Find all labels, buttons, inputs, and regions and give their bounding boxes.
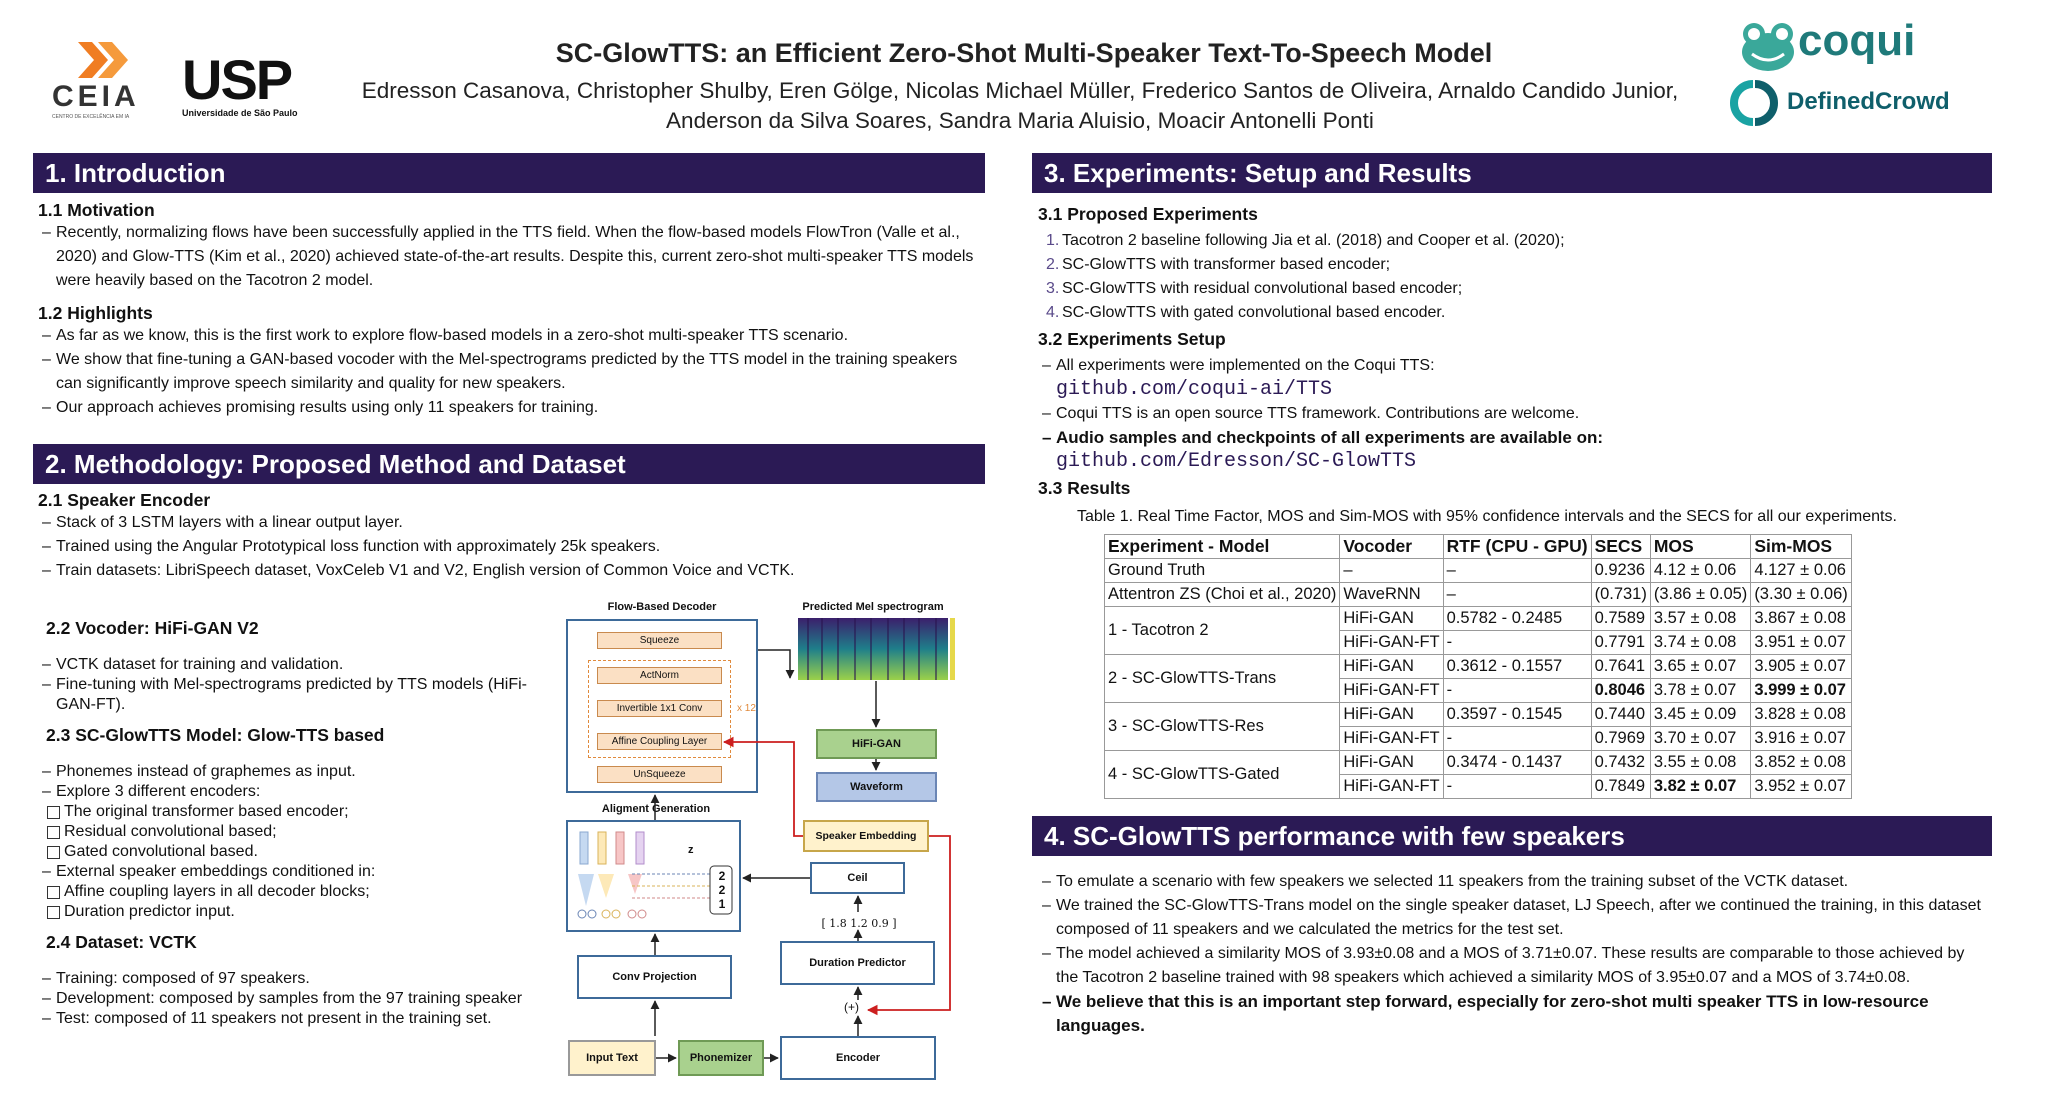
few-bullet: – We trained the SC-GlowTTS-Trans model on the single speaker dataset, LJ Speech, after we continued the training, in this dataset composed of 11 speakers and we calculated the metrics for the test set. (1038, 894, 1988, 942)
logo-ceia: CEIA CENTRO DE EXCELÊNCIA EM IA (50, 40, 170, 120)
logo-coqui: coqui (1740, 20, 1950, 75)
vocoder-title: 2.2 Vocoder: HiFi-GAN V2 (46, 618, 259, 638)
actnorm-layer: ActNorm (597, 667, 722, 684)
duration-values: [ 1.8 1.2 0.9 ] (821, 917, 897, 930)
speaker-encoder-title: 2.1 Speaker Encoder (38, 490, 211, 510)
highlights-title: 1.2 Highlights (38, 303, 153, 323)
few-bullet-bold: – We believe that this is an important step forward, especially for zero-shot multi speaker TTS in low-resource languages. (1038, 990, 1988, 1038)
section-experiments (1038, 204, 1988, 499)
model-bullet: – External speaker embeddings conditioned in: (38, 862, 558, 882)
invertible-conv-layer: Invertible 1x1 Conv (597, 700, 722, 717)
repeat-count: x 12 (737, 703, 756, 714)
latent-z: z (688, 844, 694, 856)
table-header: Sim-MOS (1751, 535, 1851, 559)
encoder-bullet: – Stack of 3 LSTM layers with a linear output layer. (38, 511, 983, 535)
table-row: HiFi-GAN-FT - 0.8046 3.78 ± 0.07 3.999 ± 0.07 (1105, 679, 1852, 703)
logo-usp: USP Universidade de São Paulo (182, 48, 298, 118)
duration-predictor-box: Duration Predictor (780, 941, 935, 985)
section-experiments-header: 3. Experiments: Setup and Results (1032, 153, 1992, 193)
condition-option: Duration predictor input. (38, 902, 558, 922)
model-bullet: – Explore 3 different encoders: (38, 782, 558, 802)
sc-glowtts-link[interactable]: github.com/Edresson/SC-GlowTTS (1056, 450, 1417, 473)
dataset-bullet: – Training: composed of 97 speakers. (38, 969, 558, 989)
experiment-item: 3. SC-GlowTTS with residual convolutional based encoder; (1046, 280, 1463, 297)
table-header: SECS (1591, 535, 1650, 559)
table-row: 2 - SC-GlowTTS-Trans HiFi-GAN 0.3612 - 0.1557 0.7641 3.65 ± 0.07 3.905 ± 0.07 (1105, 655, 1852, 679)
motivation-title: 1.1 Motivation (38, 200, 155, 220)
motivation-bullet: – Recently, normalizing flows have been successfully applied in the TTS field. When the flow-based models FlowTron (Valle et al., 2020) and Glow-TTS (Kim et al., 2020) achieved state-of-the-art results. Despite this, current zero-shot multi-speaker TTS models were heavily based on the Tacotron 2 model. (38, 221, 983, 293)
table-row: 3 - SC-GlowTTS-Res HiFi-GAN 0.3597 - 0.1545 0.7440 3.45 ± 0.09 3.828 ± 0.08 (1105, 703, 1852, 727)
experiment-item: 4. SC-GlowTTS with gated convolutional based encoder. (1046, 304, 1446, 321)
section-few-speakers-header: 4. SC-GlowTTS performance with few speakers (1032, 816, 1992, 856)
dataset-bullet: – Test: composed of 11 speakers not present in the training set. (38, 1009, 558, 1029)
highlight-bullet: – We show that fine-tuning a GAN-based vocoder with the Mel-spectrograms predicted by the TTS model in the training speakers can significantly improve speech similarity and quality for new speakers. (38, 348, 983, 396)
highlight-bullet: – Our approach achieves promising results using only 11 speakers for training. (38, 396, 983, 420)
results-table (1104, 534, 1852, 799)
model-bullet: – Phonemes instead of graphemes as input. (38, 762, 558, 782)
coqui-tts-link[interactable]: github.com/coqui-ai/TTS (1056, 378, 1333, 401)
table-caption: Table 1. Real Time Factor, MOS and Sim-MOS with 95% confidence intervals and the SECS for all our experiments. (1077, 508, 1897, 525)
section-methodology-header: 2. Methodology: Proposed Method and Dataset (33, 444, 985, 484)
encoder-option: Gated convolutional based. (38, 842, 558, 862)
conv-projection-box: Conv Projection (577, 955, 732, 999)
setup-bullet: – Coqui TTS is an open source TTS framework. Contributions are welcome. (1038, 402, 1988, 426)
encoder-option: Residual convolutional based; (38, 822, 558, 842)
speaker-embedding-box: Speaker Embedding (803, 820, 929, 852)
input-text-box: Input Text (568, 1040, 656, 1076)
vocoder-bullet: – VCTK dataset for training and validation. (38, 655, 558, 675)
table-row: 1 - Tacotron 2 HiFi-GAN 0.5782 - 0.2485 0.7589 3.57 ± 0.08 3.867 ± 0.08 (1105, 607, 1852, 631)
authors: Edresson Casanova, Christopher Shulby, Eren Gölge, Nicolas Michael Müller, Frederico Santos de Oliveira, Arnaldo Candido Junior, Anderson da Silva Soares, Sandra Maria Aluisio, Moacir Antonelli Ponti (361, 78, 1679, 133)
few-bullet: – To emulate a scenario with few speakers we selected 11 speakers from the training subset of the VCTK dataset. (1038, 870, 1988, 894)
poster-title: SC-GlowTTS: an Efficient Zero-Shot Multi-Speaker Text-To-Speech Model (555, 38, 1493, 68)
dataset-bullet: – Development: composed by samples from the 97 training speaker (38, 989, 558, 1009)
table-row: Ground Truth – – 0.9236 4.12 ± 0.06 4.127 ± 0.06 (1105, 559, 1852, 583)
model-title: 2.3 SC-GlowTTS Model: Glow-TTS based (46, 725, 385, 745)
table-row: Attentron ZS (Choi et al., 2020) WaveRNN – (0.731) (3.86 ± 0.05) (3.30 ± 0.06) (1105, 583, 1852, 607)
waveform-box: Waveform (816, 772, 937, 802)
table-header: RTF (CPU - GPU) (1443, 535, 1591, 559)
condition-option: Affine coupling layers in all decoder blocks; (38, 882, 558, 902)
results-title: 3.3 Results (1038, 478, 1131, 498)
ceil-box: Ceil (810, 862, 905, 894)
encoder-bullet: – Train datasets: LibriSpeech dataset, VoxCeleb V1 and V2, English version of Common Voice and VCTK. (38, 559, 983, 583)
setup-bullet-bold: – Audio samples and checkpoints of all experiments are available on: (1038, 426, 1988, 450)
alignment-label: Aligment Generation (601, 803, 711, 815)
unsqueeze-layer: UnSqueeze (597, 766, 722, 783)
affine-coupling-layer: Affine Coupling Layer (597, 733, 722, 750)
setup-bullet: – All experiments were implemented on the Coqui TTS: (1038, 354, 1988, 378)
table-header: Vocoder (1340, 535, 1443, 559)
experiment-item: 2. SC-GlowTTS with transformer based encoder; (1046, 256, 1391, 273)
table-header-row (1105, 535, 1852, 559)
encoder-box: Encoder (780, 1036, 936, 1080)
predicted-mel-label: Predicted Mel spectrogram (802, 601, 944, 613)
encoder-option: The original transformer based encoder; (38, 802, 558, 822)
section-introduction-header: 1. Introduction (33, 153, 985, 193)
dataset-title: 2.4 Dataset: VCTK (46, 932, 197, 952)
vocoder-bullet: – Fine-tuning with Mel-spectrograms predicted by TTS models (HiFi-GAN-FT). (38, 675, 558, 715)
flow-decoder-label: Flow-Based Decoder (607, 601, 717, 613)
phonemizer-box: Phonemizer (678, 1040, 764, 1076)
table-row: 4 - SC-GlowTTS-Gated HiFi-GAN 0.3474 - 0.1437 0.7432 3.55 ± 0.08 3.852 ± 0.08 (1105, 751, 1852, 775)
section-few-speakers (1038, 870, 1988, 1038)
logo-definedcrowd: DefinedCrowd (1725, 80, 1985, 130)
table-row: HiFi-GAN-FT - 0.7791 3.74 ± 0.08 3.951 ± 0.07 (1105, 631, 1852, 655)
alignment-durations: 2 2 1 (718, 869, 726, 911)
table-row: HiFi-GAN-FT - 0.7969 3.70 ± 0.07 3.916 ± 0.07 (1105, 727, 1852, 751)
hifigan-box: HiFi-GAN (816, 729, 937, 759)
table-header: Experiment - Model (1105, 535, 1340, 559)
table-header: MOS (1650, 535, 1750, 559)
concat-symbol: (+) (844, 1000, 859, 1014)
highlight-bullet: – As far as we know, this is the first work to explore flow-based models in a zero-shot multi-speaker TTS scenario. (38, 324, 983, 348)
table-row: HiFi-GAN-FT - 0.7849 3.82 ± 0.07 3.952 ± 0.07 (1105, 775, 1852, 799)
squeeze-layer: Squeeze (597, 632, 722, 649)
encoder-bullet: – Trained using the Angular Prototypical loss function with approximately 25k speakers. (38, 535, 983, 559)
setup-title: 3.2 Experiments Setup (1038, 329, 1226, 349)
experiment-item: 1. Tacotron 2 baseline following Jia et al. (2018) and Cooper et al. (2020); (1046, 232, 1565, 249)
proposed-experiments-title: 3.1 Proposed Experiments (1038, 204, 1258, 224)
few-bullet: – The model achieved a similarity MOS of 3.93±0.08 and a MOS of 3.71±0.07. These results are comparable to those achieved by the Tacotron 2 baseline trained with 98 speakers which achieved a similarity MOS of 3.95±0.07 and a MOS of 3.74±0.08. (1038, 942, 1988, 990)
